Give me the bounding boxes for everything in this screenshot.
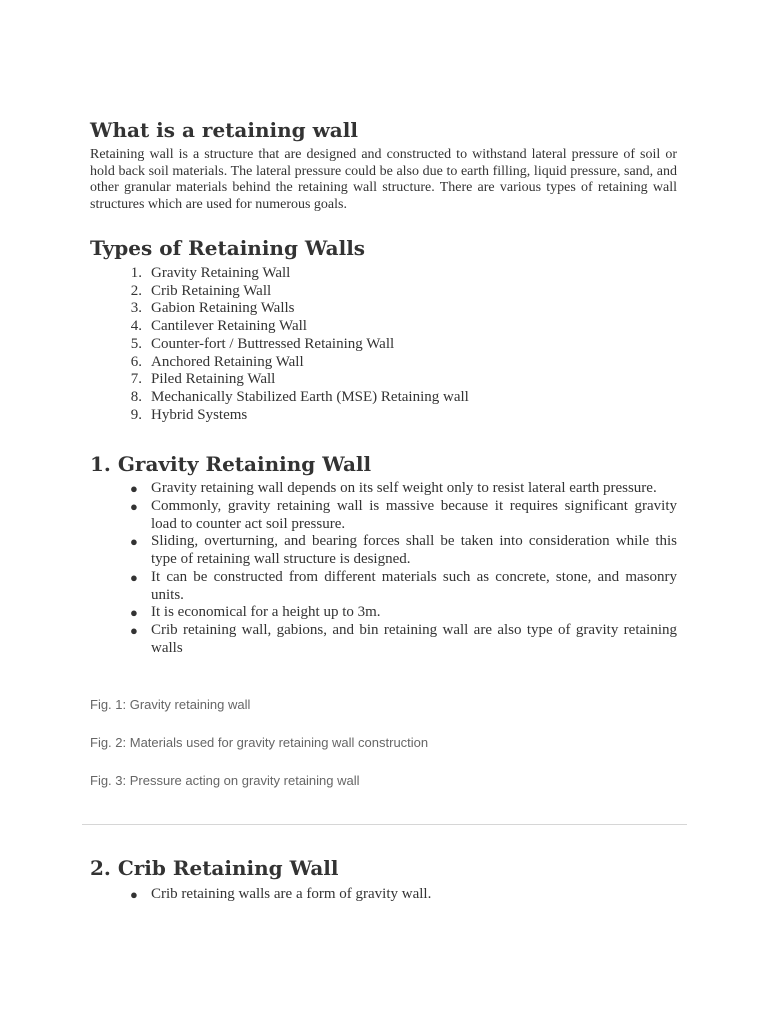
list-item-label: Gabion Retaining Walls [151,300,295,317]
list-number: 6. [130,353,142,370]
list-item [90,480,677,498]
bullet-icon: ● [130,481,138,497]
gravity-heading: 1. Gravity Retaining Wall [90,452,372,477]
list-item [90,886,677,904]
crib-section [90,855,677,904]
list-item [90,371,677,389]
bullet-icon: ● [130,622,138,638]
list-item [90,604,677,622]
list-item-text: Sliding, overturning, and bearing forces shall be taken into consideration while this type of retaining wall structure is designed. [151,533,677,568]
bullet-icon: ● [130,534,138,550]
list-item-label: Gravity Retaining Wall [151,265,291,281]
list-item-label: Mechanically Stabilized Earth (MSE) Retaining wall [151,388,469,405]
list-item-text: It can be constructed from different materials such as concrete, stone, and masonry units. [151,568,677,603]
intro-paragraph: Retaining wall is a structure that are designed and constructed to withstand lateral pressure of soil or hold back soil materials. The lateral pressure could be also due to earth filling, liquid pressure, sand, and other granular materials behind the retaining wall structure. There are various types of retaining wall structures which are used for numerous goals. [90,147,677,212]
list-item-label: Piled Retaining Wall [151,371,276,388]
list-item [90,622,677,657]
list-number: 5. [130,335,142,352]
article [90,0,677,789]
list-item-text: Crib retaining walls are a form of gravity wall. [151,886,432,902]
bullet-icon: ● [130,605,138,621]
list-item-label: Hybrid Systems [151,406,248,423]
list-item [90,318,677,336]
list-item [90,354,677,372]
list-number: 8. [130,388,142,405]
list-item [90,300,677,318]
bullet-icon: ● [130,499,138,515]
list-item [90,498,677,533]
list-item [90,569,677,604]
list-item-label: Counter-fort / Buttressed Retaining Wall [151,335,395,352]
list-item [90,336,677,354]
bullet-icon: ● [130,569,138,585]
intro-heading: What is a retaining wall [90,118,358,142]
list-number: 2. [130,282,142,299]
gravity-bullet-list [90,480,677,657]
list-item [90,389,677,407]
crib-heading: 2. Crib Retaining Wall [90,856,339,880]
bullet-icon: ● [130,887,138,902]
figure-caption: Fig. 2: Materials used for gravity retaining wall construction [90,735,429,751]
list-item [90,407,677,425]
figure-caption: Fig. 1: Gravity retaining wall [90,697,251,713]
list-number: 3. [130,300,142,317]
list-item-text: Gravity retaining wall depends on its self weight only to resist lateral earth pressure. [151,480,657,497]
figure-caption: Fig. 3: Pressure acting on gravity retaining wall [90,773,360,789]
figure-captions [90,697,677,789]
types-list [90,265,677,424]
list-item-text: Commonly, gravity retaining wall is massive because it requires significant gravity load to counter act soil pressure. [151,498,677,532]
list-number: 7. [130,371,142,388]
list-item [90,265,677,283]
crib-bullet-list [90,886,677,904]
list-item-text: Crib retaining wall, gabions, and bin retaining wall are also type of gravity retaining walls [151,621,677,656]
list-item-label: Cantilever Retaining Wall [151,318,307,335]
types-heading: Types of Retaining Walls [90,236,366,260]
list-item-label: Anchored Retaining Wall [151,353,304,370]
list-item-label: Crib Retaining Wall [151,282,272,299]
list-number: 1. [130,265,142,281]
list-number: 9. [130,406,142,423]
list-item [90,283,677,301]
list-item-text: It is economical for a height up to 3m. [151,604,381,621]
list-item [90,533,677,568]
section-divider [82,824,687,825]
list-number: 4. [130,318,142,335]
